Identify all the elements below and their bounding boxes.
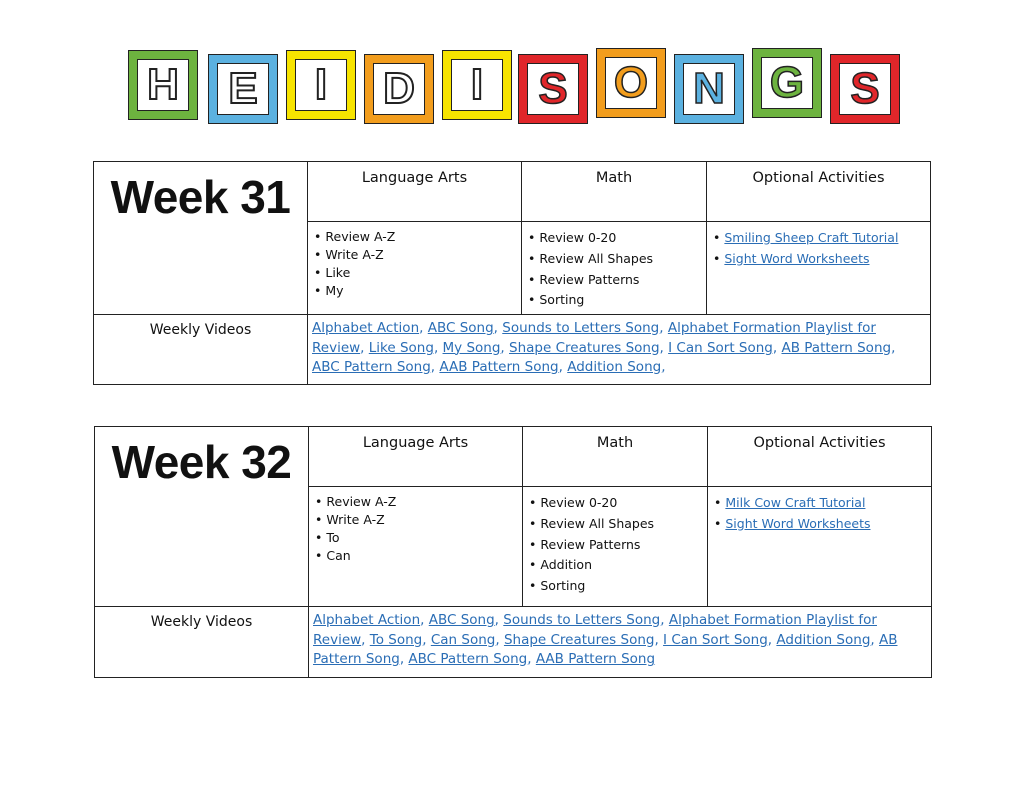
video-link[interactable]: Alphabet Formation Playlist for Review [313,612,877,648]
week-title: Week 31 [94,162,308,315]
video-link[interactable]: My Song [442,339,501,356]
logo-block [286,50,356,120]
language-arts-header: Language Arts [308,162,522,222]
video-link[interactable]: Shape Creatures Song [503,631,655,648]
video-link[interactable]: AAB Pattern Song [535,651,656,667]
optional-cell [708,487,932,607]
logo-letter: D [383,64,415,113]
logo-block [518,54,588,124]
language-arts-list [309,487,522,565]
week-32-table [94,426,932,678]
list-item: • My [314,282,521,300]
activity-link[interactable]: Sight Word Worksheets [725,515,871,531]
logo-block [752,48,822,118]
video-link[interactable]: Can Song [430,631,496,648]
weekly-videos-links: Alphabet Action, ABC Song, Sounds to Letters Song, Alphabet Formation Playlist for Review, Like Song, My Song, Shape Creatures Song, I Can Sort Song, AB Pattern Song, ABC Pattern Song, AAB Pattern Song, Addition Song, [308,315,931,385]
logo-letter: I [470,60,484,109]
logo-block [596,48,666,118]
trailing-separator: , [661,359,666,375]
list-item: • Review Patterns [528,270,706,291]
video-link[interactable]: Addition Song [776,631,871,648]
logo-block [674,54,744,124]
logo-letter: O [613,58,649,107]
math-cell [522,222,707,315]
list-item: • Review All Shapes [529,514,707,535]
math-list [522,222,706,311]
logo-block [208,54,278,124]
language-arts-cell [309,487,523,607]
weekly-videos-label: Weekly Videos [95,607,309,678]
logo-letter: S [538,64,568,113]
logo-block [128,50,198,120]
language-arts-list [308,222,521,300]
heidisongs-logo [128,46,904,128]
logo-letter: I [314,60,328,109]
math-header: Math [523,427,708,487]
list-item: • Like [314,264,521,282]
list-item: • Review 0-20 [528,228,706,249]
logo-block [364,54,434,124]
list-item: • To [315,529,522,547]
video-link[interactable]: Addition Song [567,359,662,375]
logo-letter: G [769,58,805,107]
math-list [523,487,707,597]
list-item: • Addition [529,555,707,576]
video-link[interactable]: ABC Song [428,612,495,628]
video-link[interactable]: Alphabet Action [313,612,421,628]
activity-link[interactable]: Milk Cow Craft Tutorial [725,495,866,510]
video-link[interactable]: Shape Creatures Song [509,339,660,356]
video-link[interactable]: Sounds to Letters Song [502,320,660,336]
list-item: • Review A-Z [315,493,522,511]
logo-block [830,54,900,124]
list-item [714,493,931,514]
list-item: • Write A-Z [314,246,521,264]
list-item [714,514,931,535]
list-item [713,249,930,270]
week-title: Week 32 [95,427,309,607]
optional-cell [707,222,931,315]
list-item: • Review Patterns [529,535,707,556]
video-link[interactable]: ABC Pattern Song [408,651,528,667]
logo-letter: E [228,64,258,113]
weekly-videos-links: Alphabet Action, ABC Song, Sounds to Letters Song, Alphabet Formation Playlist for Review, To Song, Can Song, Shape Creatures Song, I Can Sort Song, Addition Song, AB Pattern Song, ABC Pattern Song, AAB Pattern Song [309,607,932,678]
language-arts-cell [308,222,522,315]
video-link[interactable]: AB Pattern Song [313,631,898,667]
math-cell [523,487,708,607]
optional-list [707,222,930,270]
video-link[interactable]: AAB Pattern Song [439,359,559,375]
optional-list [708,487,931,535]
optional-activities-header: Optional Activities [708,427,932,487]
video-link[interactable]: To Song [369,631,423,648]
list-item [713,228,930,249]
video-link[interactable]: AB Pattern Song [781,339,892,356]
list-item: • Review All Shapes [528,249,706,270]
video-link[interactable]: I Can Sort Song [663,631,768,648]
list-item: • Review A-Z [314,228,521,246]
video-link[interactable]: I Can Sort Song [668,339,773,356]
list-item: • Sorting [529,576,707,597]
logo-letter: H [147,60,179,109]
video-link[interactable]: ABC Pattern Song [312,359,431,375]
weekly-videos-label: Weekly Videos [94,315,308,385]
logo-block [442,50,512,120]
optional-activities-header: Optional Activities [707,162,931,222]
video-link[interactable]: Alphabet Action [312,320,420,336]
list-item: • Write A-Z [315,511,522,529]
math-header: Math [522,162,707,222]
logo-letter: N [693,64,725,113]
video-link[interactable]: ABC Song [427,320,494,336]
week-31-table [93,161,931,385]
video-link[interactable]: Sounds to Letters Song [503,612,661,628]
logo-letter: S [850,64,880,113]
language-arts-header: Language Arts [309,427,523,487]
video-link[interactable]: Alphabet Formation Playlist for Review [312,320,876,356]
video-link[interactable]: Like Song [368,339,434,356]
list-item: • Sorting [528,290,706,311]
list-item: • Review 0-20 [529,493,707,514]
activity-link[interactable]: Sight Word Worksheets [724,250,870,266]
list-item: • Can [315,547,522,565]
activity-link[interactable]: Smiling Sheep Craft Tutorial [724,230,899,245]
